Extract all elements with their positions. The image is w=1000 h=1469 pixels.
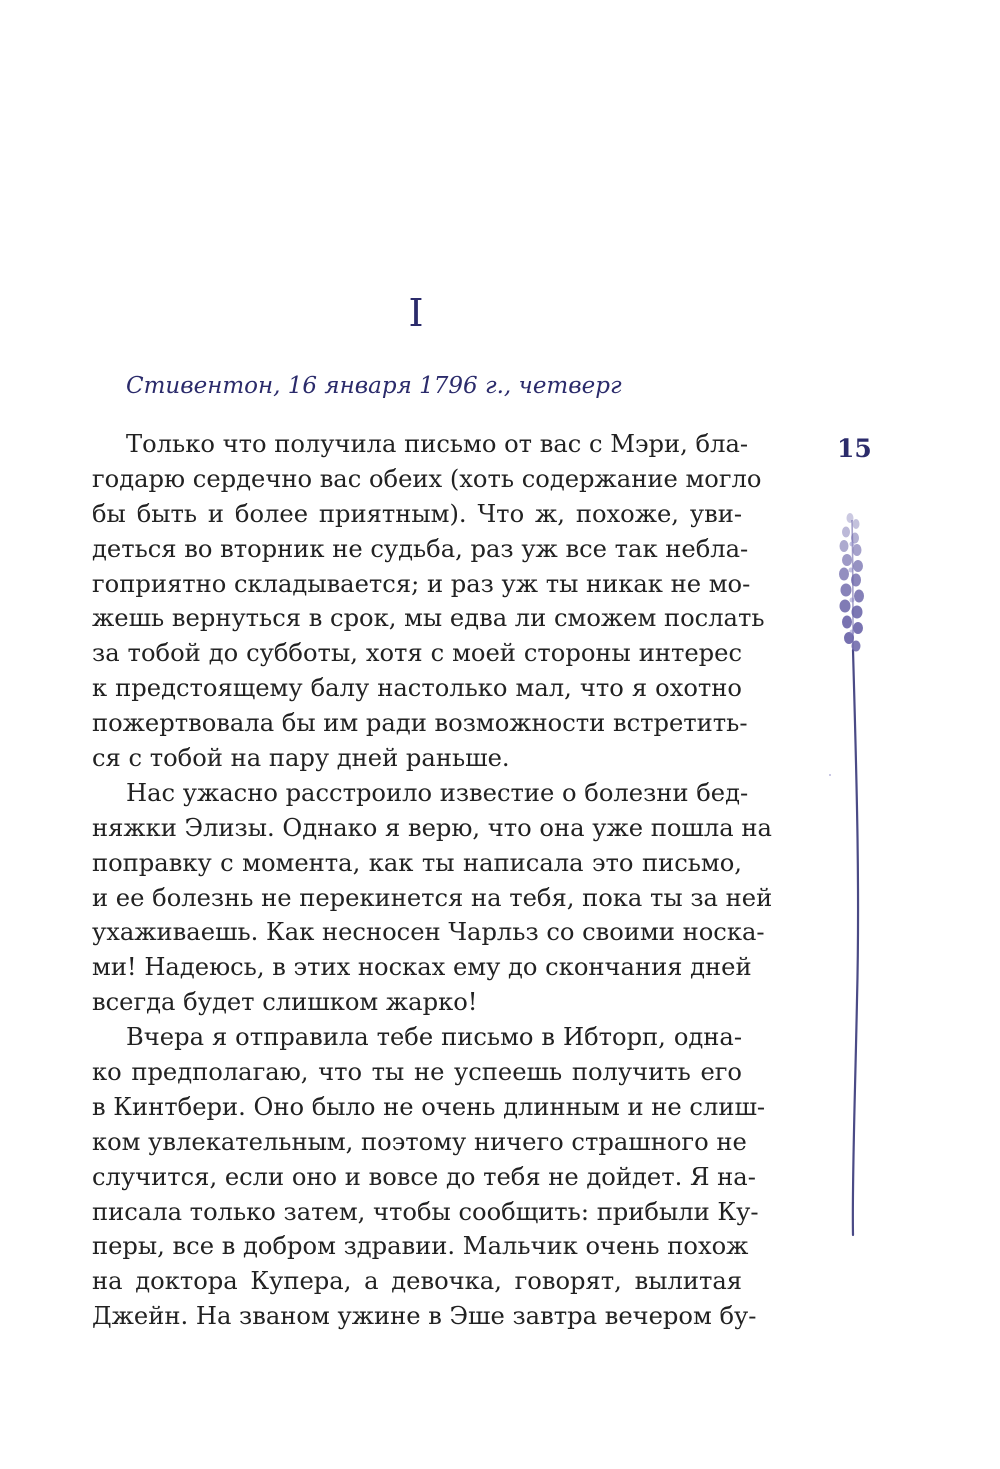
letter-heading: Стивентон, 16 января 1796 г., четверг bbox=[126, 373, 622, 399]
text-line: ухаживаешь. Как несносен Чарльз со своими носка- bbox=[92, 918, 765, 947]
text-line: Только что получила письмо от вас с Мэри, бла- bbox=[126, 430, 749, 458]
page-number: 15 bbox=[837, 434, 872, 463]
text-line: ко предполагаю, что ты не успеешь получить его bbox=[92, 1058, 742, 1087]
text-line: деться во вторник не судьба, раз уж все так небла- bbox=[92, 534, 749, 563]
text-line: и ее болезнь не перекинется на тебя, пока ты за ней bbox=[92, 883, 773, 912]
text-line: случится, если оно и вовсе до тебя не дойдет. Я на- bbox=[92, 1162, 756, 1191]
text-line: в Кинтбери. Оно было не очень длинным и не слиш- bbox=[92, 1092, 766, 1121]
text-line: писала только затем, чтобы сообщить: прибыли Ку- bbox=[92, 1197, 759, 1226]
letter-body bbox=[92, 427, 773, 1334]
text-line: бы быть и более приятным). Что ж, похоже, уви- bbox=[92, 499, 742, 528]
text-line: няжки Элизы. Однако я верю, что она уже пошла на bbox=[92, 813, 772, 842]
text-line: на доктора Купера, а девочка, говорят, вылитая bbox=[92, 1267, 742, 1296]
text-line: ми! Надеюсь, в этих носках ему до скончания дней bbox=[92, 953, 752, 982]
chapter-numeral: I bbox=[408, 291, 424, 335]
text-line: гоприятно складывается; и раз уж ты никак не мо- bbox=[92, 569, 751, 598]
text-line: жешь вернуться в срок, мы едва ли сможем послать bbox=[92, 604, 765, 633]
text-line: ся с тобой на пару дней раньше. bbox=[92, 744, 510, 773]
text-line: к предстоящему балу настолько мал, что я охотно bbox=[92, 674, 742, 703]
text-line: Вчера я отправила тебе письмо в Ибторп, одна- bbox=[126, 1023, 742, 1052]
text-line: Джейн. На званом ужине в Эше завтра вечером бу- bbox=[92, 1302, 757, 1331]
text-line: поправку с момента, как ты написала это письмо, bbox=[92, 848, 742, 877]
text-line: за тобой до субботы, хотя с моей стороны интерес bbox=[92, 639, 742, 668]
text-line: всегда будет слишком жарко! bbox=[92, 988, 478, 1017]
text-line: Нас ужасно расстроило известие о болезни бед- bbox=[126, 778, 749, 807]
text-line: пожертвовала бы им ради возможности встретить- bbox=[92, 709, 748, 738]
lavender-sprig-icon bbox=[800, 500, 910, 1240]
text-line: годарю сердечно вас обеих (хоть содержание могло bbox=[92, 464, 762, 493]
text-line: перы, все в добром здравии. Мальчик очень похож bbox=[92, 1232, 749, 1261]
text-line: ком увлекательным, поэтому ничего страшного не bbox=[92, 1127, 747, 1156]
